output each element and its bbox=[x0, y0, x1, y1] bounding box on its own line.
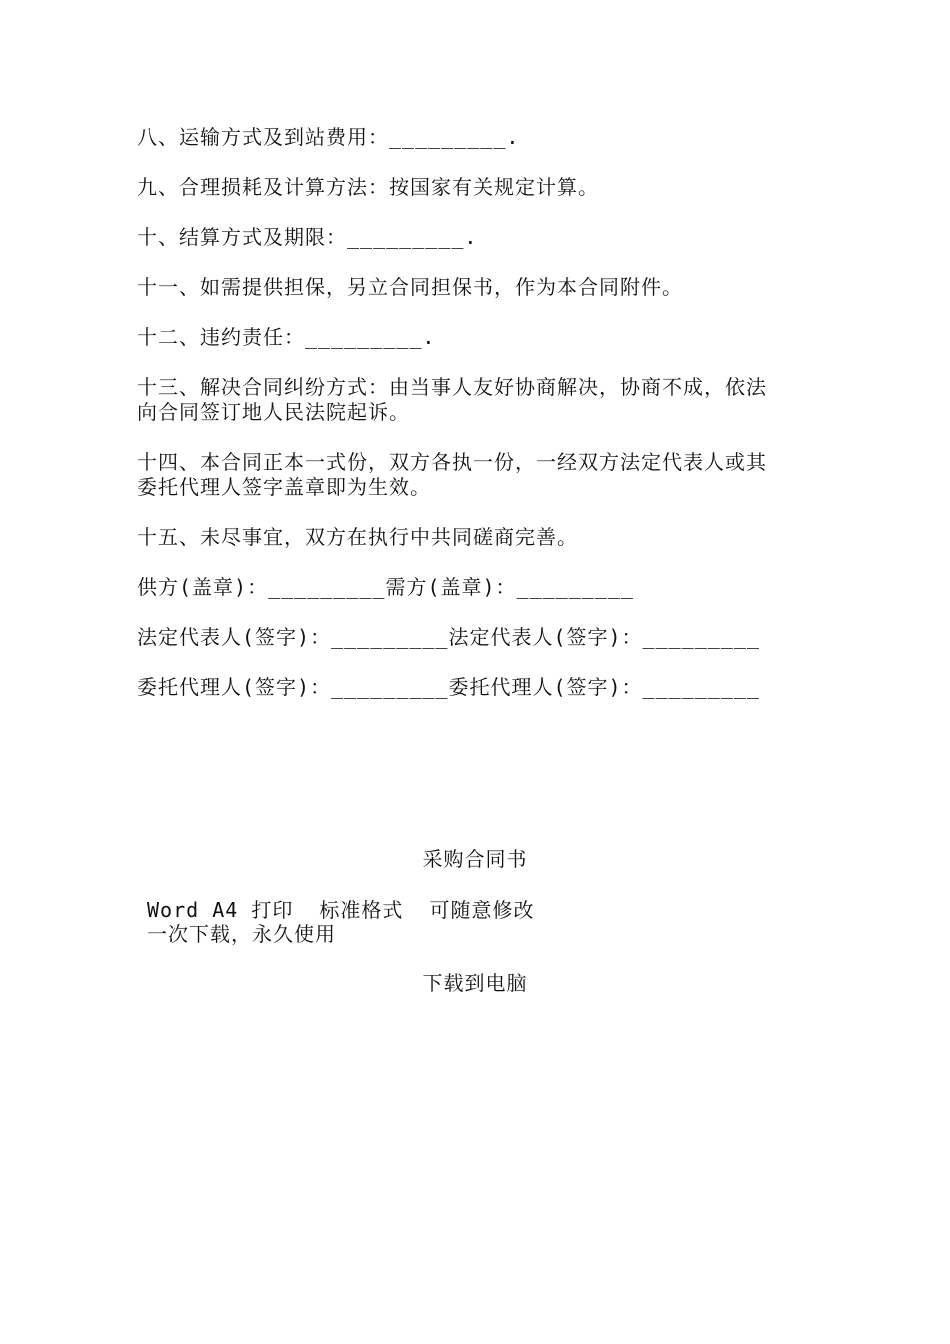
signature-legal-rep-line: 法定代表人(签字)：_________法定代表人(签字)：_________ bbox=[137, 625, 760, 649]
clause-14-line2: 委托代理人签字盖章即为生效。 bbox=[137, 475, 431, 499]
clause-12: 十二、违约责任：_________. bbox=[137, 325, 436, 349]
footer-title: 采购合同书 bbox=[422, 847, 528, 871]
signature-agent-line: 委托代理人(签字)：_________委托代理人(签字)：_________ bbox=[137, 675, 760, 699]
download-link[interactable]: 下载到电脑 bbox=[422, 971, 528, 995]
clause-14-line1: 十四、本合同正本一式份，双方各执一份，一经双方法定代表人或其 bbox=[137, 450, 767, 474]
clause-15: 十五、未尽事宜，双方在执行中共同磋商完善。 bbox=[137, 525, 578, 549]
clause-9: 九、合理损耗及计算方法：按国家有关规定计算。 bbox=[137, 175, 599, 199]
clause-13-line2: 向合同签订地人民法院起诉。 bbox=[137, 400, 410, 424]
clause-8: 八、运输方式及到站费用：_________. bbox=[137, 125, 520, 149]
signature-seal-line: 供方(盖章)：_________需方(盖章)：_________ bbox=[137, 575, 634, 599]
clause-13-line1: 十三、解决合同纠纷方式：由当事人友好协商解决，协商不成，依法 bbox=[137, 375, 767, 399]
footer-promo-line2: 一次下载，永久使用 bbox=[147, 922, 336, 946]
clause-10: 十、结算方式及期限：_________. bbox=[137, 225, 478, 249]
footer-promo-line1: Word A4 打印 标准格式 可随意修改 bbox=[147, 898, 535, 922]
clause-11: 十一、如需提供担保，另立合同担保书，作为本合同附件。 bbox=[137, 275, 683, 299]
